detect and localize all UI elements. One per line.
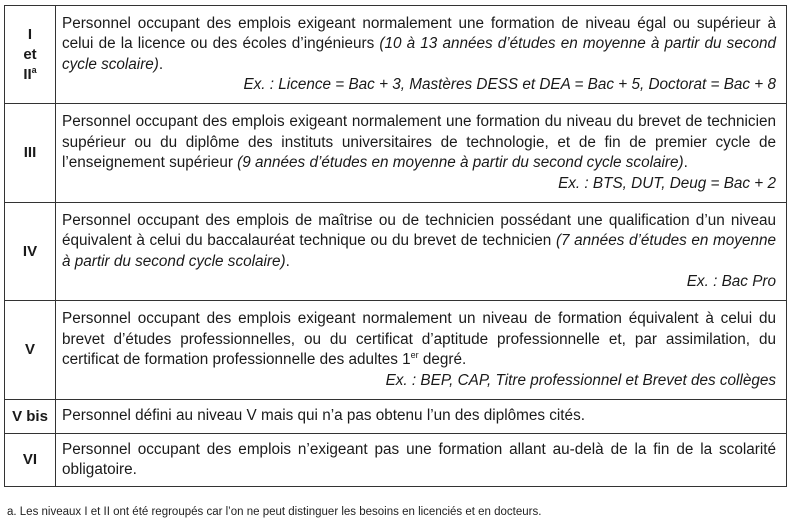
level-label-part: $II^a$ [23,64,37,83]
description-cell [56,104,787,203]
table-row-level-5-bis [5,400,787,434]
level-cell: III [5,104,56,203]
example-diplomas: Ex. : BEP, CAP, Titre professionnel et Brevet des collèges [385,371,776,389]
level-cell: IV [5,203,56,301]
study-years-note: (10 à 13 années d’études en moyenne à partir du second cycle scolaire) [62,35,776,73]
description-end: . [683,154,688,171]
description-text: Personnel occupant des emplois exigeant normalement une formation de niveau égal ou supérieur à celui de la licence ou des écoles d’ingénieurs [62,14,776,52]
level-cell: V [5,301,56,400]
table-row-level-6 [5,434,787,487]
description-cell [56,301,787,400]
table-row-level-1-2 [5,6,787,104]
description-cell [56,203,787,301]
description-cell [56,6,787,104]
table-row-level-4 [5,203,787,301]
description-text: Personnel défini au niveau V mais qui n’a pas obtenu l’un des diplômes cités. [62,407,585,425]
level-cell: V bis [5,400,56,434]
footnote: a. Les niveaux I et II ont été regroupés car l’on ne peut distinguer les besoins en licenciés et en docteurs. [7,506,542,518]
example-diplomas: Ex. : Bac Pro [686,273,776,290]
description-cell [56,434,787,487]
example-diplomas: Ex. : BTS, DUT, Deug = Bac + 2 [558,174,776,192]
level-label-part: I [27,25,33,43]
description-end: degré. [418,351,467,368]
level-cell: VI [5,434,56,487]
description-text: Personnel occupant des emplois de maîtrise ou de technicien possédant une qualification d’un niveau équivalent à celui du baccalauréat technique ou du brevet de technicien [62,211,776,249]
level-label-part: et [23,45,37,63]
description-text: Personnel occupant des emplois exigeant normalement une formation du niveau du brevet de technicien supérieur ou du diplôme des instituts universitaires de technologie, et de fin de premier cycle de l’enseignement supérieur [62,113,776,171]
study-years-note: (7 années d’études en moyenne à partir du second cycle scolaire) [62,232,776,270]
description-text: Personnel occupant des emplois exigeant normalement un niveau de formation équivalent à celui du brevet d’études professionnelles, ou du certificat d’aptitude professionnelle et, par assimilation, du certificat de formation professionnelle des adultes 1 [62,310,776,368]
table-row-level-5 [5,301,787,400]
footnote-marker: a [31,64,37,75]
education-levels-table [4,5,787,487]
description-end: . [285,252,290,270]
description-cell [56,400,787,434]
example-diplomas: Ex. : Licence = Bac + 3, Mastères DESS et DEA = Bac + 5, Doctorat = Bac + 8 [243,76,776,93]
description-text: Personnel occupant des emplois n’exigeant pas une formation allant au-delà de la fin de la scolarité obligatoire. [62,440,776,478]
study-years-note: (9 années d’études en moyenne à partir du second cycle scolaire) [237,154,684,171]
description-end: . [158,55,164,73]
table-row-level-3 [5,104,787,203]
ordinal-suffix: er [410,349,419,360]
level-cell [5,6,56,104]
